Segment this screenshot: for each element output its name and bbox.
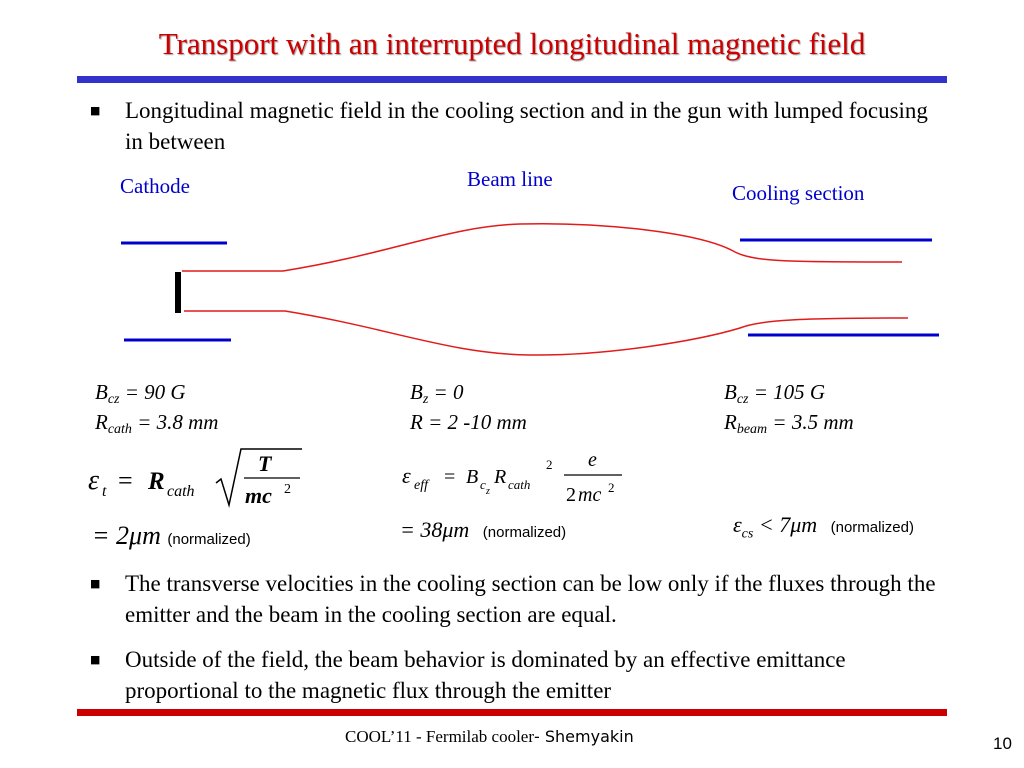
svg-text:2: 2 (284, 482, 291, 497)
svg-text:2: 2 (566, 484, 576, 506)
cathode-plate (175, 272, 181, 313)
page-number: 10 (993, 734, 1012, 753)
bullet-3 (90, 644, 955, 706)
svg-text:=: = (118, 466, 133, 495)
svg-text:=: = (444, 466, 456, 488)
svg-text:t: t (102, 483, 107, 500)
svg-text:cath: cath (508, 477, 531, 492)
cathode-emittance-formula (88, 443, 313, 513)
bullet-marker-icon: ■ (90, 577, 101, 590)
beam-envelope-bottom (184, 311, 908, 355)
svg-text:ε: ε (402, 463, 411, 488)
svg-text:cath: cath (167, 483, 195, 500)
footer-rule (77, 709, 947, 716)
gap-field-param: $B_z = 0$ (410, 380, 464, 407)
svg-text:eff: eff (414, 478, 428, 493)
cooling-field-param: $B_{cz} = 105$ G (724, 380, 826, 407)
svg-text:mc: mc (245, 483, 272, 508)
svg-text:mc: mc (578, 484, 602, 506)
beam-line-label: Beam line (467, 167, 553, 191)
bullet-2-text: The transverse velocities in the cooling section can be low only if the fluxes through the emitter and the beam in the cooling section are equal. (125, 571, 936, 627)
svg-text:ε: ε (88, 465, 100, 496)
cooling-section-label: Cooling section (732, 181, 865, 205)
cooling-emittance-formula: $\varepsilon_{cs} < 7\mu m$ (normalized) (733, 512, 914, 542)
effective-emittance-formula (400, 445, 630, 510)
svg-text:R: R (494, 466, 507, 488)
cathode-radius-param: $R_{cath} = 3.8$ mm (95, 410, 219, 437)
bullet-3-text: Outside of the field, the beam behavior is dominated by an effective emittance proportional to the magnetic flux through the emitter (125, 647, 846, 703)
svg-text:B: B (466, 466, 479, 488)
cathode-label: Cathode (120, 174, 190, 198)
cathode-field-param: $B_{cz} = 90$ G (95, 380, 186, 407)
svg-text:2: 2 (546, 457, 553, 472)
cooling-radius-param: $R_{beam} = 3.5$ mm (724, 410, 854, 437)
cathode-emittance-result: = 2μm (normalized) (92, 521, 251, 550)
beam-envelope-top (182, 224, 902, 271)
footer-text: COOL’11 - Fermilab cooler- Shemyakin (345, 727, 634, 746)
svg-text:T: T (258, 451, 272, 476)
svg-text:z: z (486, 486, 490, 497)
bullet-marker-icon: ■ (90, 653, 101, 666)
slide-title: Transport with an interrupted longitudinal magnetic field (158, 26, 866, 61)
bullet-marker-icon: ■ (90, 104, 101, 117)
gap-radius-param: R = 2 -10 mm (410, 410, 527, 434)
svg-text:R: R (148, 468, 165, 495)
bullet-2 (90, 568, 955, 630)
svg-text:2: 2 (608, 480, 615, 495)
bullet-1-text: Longitudinal magnetic field in the cooling section and in the gun with lumped focusing in between (125, 98, 928, 154)
svg-text:e: e (588, 449, 597, 471)
effective-emittance-result: = 38μm (normalized) (400, 517, 567, 542)
svg-text:c: c (480, 477, 486, 492)
